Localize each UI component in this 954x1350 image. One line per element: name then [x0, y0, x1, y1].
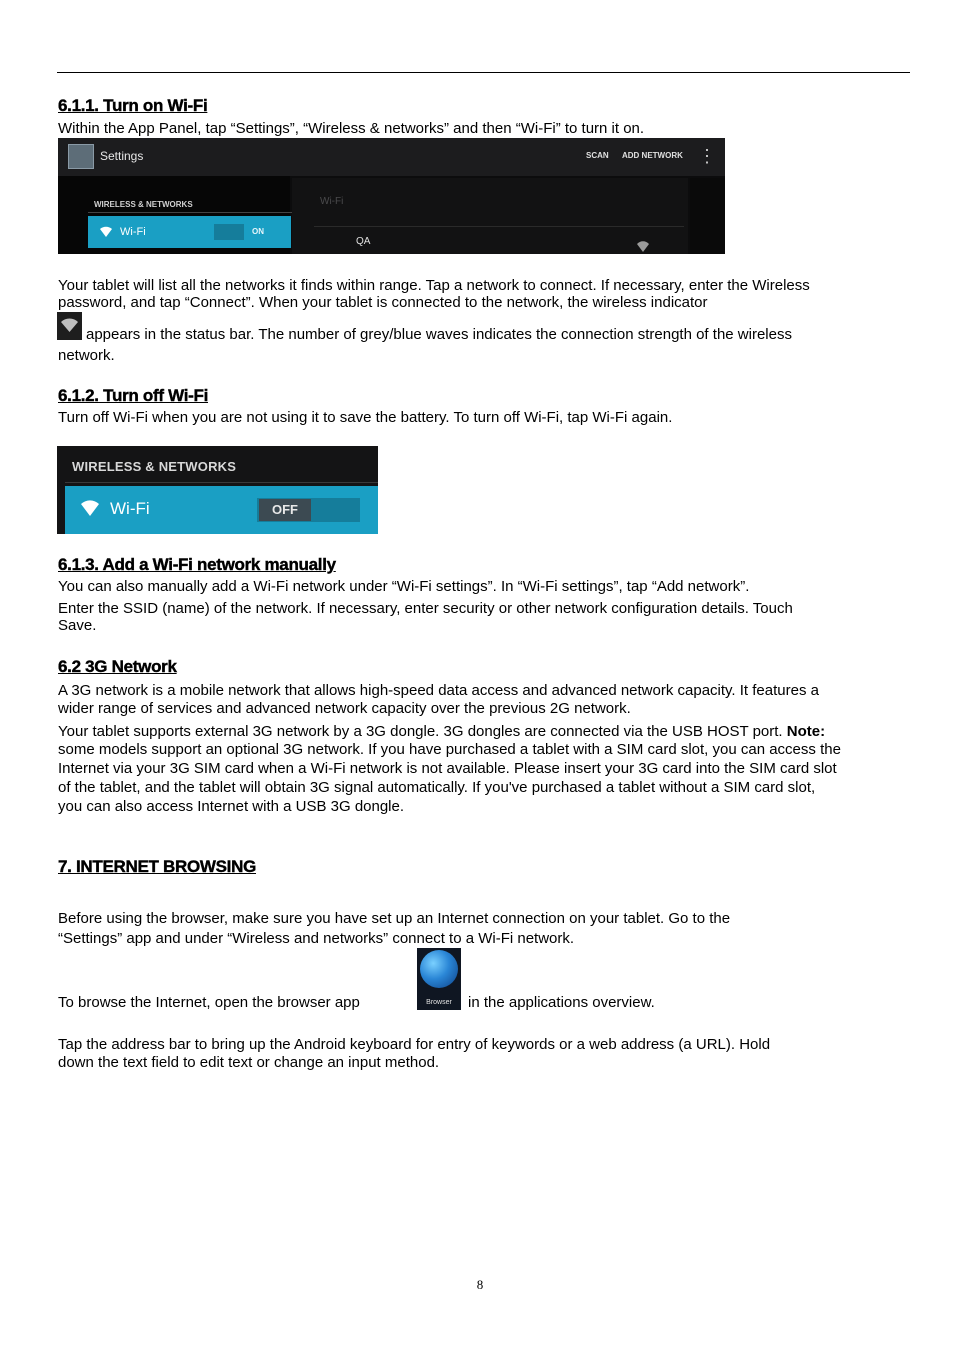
globe-icon	[420, 950, 458, 988]
paragraph: down the text field to edit text or change an input method.	[58, 1054, 440, 1071]
paragraph: Save.	[58, 617, 97, 634]
paragraph: appears in the status bar. The number of grey/blue waves indicates the connection strength of the wireless	[86, 326, 792, 343]
paragraph	[58, 723, 903, 741]
paragraph: You can also manually add a Wi-Fi network under “Wi-Fi settings”. In “Wi-Fi settings”, tap “Add network”.	[58, 578, 750, 595]
paragraph: in the applications overview.	[468, 994, 655, 1011]
signal-icon	[636, 240, 650, 252]
toggle-on-label: ON	[244, 224, 272, 240]
scan-button: SCAN	[586, 151, 609, 160]
settings-right-pane	[292, 178, 688, 254]
paragraph: “Settings” app and under “Wireless and networks” connect to a Wi-Fi network.	[58, 930, 575, 947]
browser-icon-label: Browser	[426, 999, 452, 1006]
wifi-icon	[79, 498, 101, 518]
divider	[65, 482, 378, 483]
settings-screenshot-wifi-on	[58, 138, 725, 254]
section-header: WIRELESS & NETWORKS	[94, 200, 193, 209]
divider	[88, 212, 292, 213]
paragraph: network.	[58, 347, 115, 364]
wifi-indicator-icon	[57, 312, 82, 340]
right-pane-header: Wi-Fi	[320, 196, 344, 207]
pane-edge	[690, 178, 725, 254]
paragraph: Turn off Wi-Fi when you are not using it to save the battery. To turn off Wi-Fi, tap Wi-Fi again.	[58, 409, 673, 426]
heading-3g-network: 6.2 3G Network	[58, 657, 177, 676]
settings-screenshot-wifi-off	[57, 446, 378, 534]
paragraph: Your tablet will list all the networks it finds within range. Tap a network to connect. If necessary, enter the Wireless	[58, 277, 810, 294]
paragraph: Within the App Panel, tap “Settings”, “Wireless & networks” and then “Wi-Fi” to turn it on.	[58, 120, 645, 137]
paragraph: A 3G network is a mobile network that allows high-speed data access and advanced network capacity. It features a	[58, 682, 819, 699]
paragraph: password, and tap “Connect”. When your tablet is connected to the network, the wireless indicator	[58, 294, 708, 311]
paragraph: some models support an optional 3G network. If you have purchased a tablet with a SIM card slot, you can access the	[58, 741, 841, 758]
section-header: WIRELESS & NETWORKS	[72, 459, 237, 474]
action-bar-title: Settings	[100, 149, 144, 163]
overflow-menu-icon: ⋮	[698, 146, 716, 166]
heading-turn-off-wifi: 6.1.2. Turn off Wi-Fi	[58, 386, 209, 405]
page-number: 8	[476, 1277, 484, 1292]
wifi-icon	[98, 224, 114, 238]
note-label: Note:	[786, 723, 826, 740]
paragraph: you can also access Internet with a USB 3G dongle.	[58, 798, 405, 815]
settings-app-icon	[68, 144, 94, 169]
paragraph: To browse the Internet, open the browser app	[58, 994, 360, 1011]
paragraph: of the tablet, and the tablet will obtain 3G signal automatically. If you've purchased a tablet without a SIM card slot,	[58, 779, 816, 796]
divider	[314, 226, 684, 227]
heading-turn-on-wifi: 6.1.1. Turn on Wi-Fi	[58, 96, 208, 115]
wifi-label: Wi-Fi	[120, 226, 146, 238]
paragraph: Internet via your 3G SIM card when a Wi-Fi network is not available. Please insert your 3G card into the SIM card slot	[58, 760, 837, 777]
toggle-off-label: OFF	[259, 499, 311, 521]
heading-internet-browsing: 7. INTERNET BROWSING	[58, 857, 257, 876]
paragraph: Tap the address bar to bring up the Android keyboard for entry of keywords or a web address (a URL). Hold	[58, 1036, 771, 1053]
add-network-button: ADD NETWORK	[622, 151, 683, 160]
header-rule	[57, 72, 910, 73]
heading-add-network: 6.1.3. Add a Wi-Fi network manually	[58, 555, 336, 574]
network-name: QA	[356, 236, 371, 247]
wifi-label: Wi-Fi	[110, 499, 150, 518]
paragraph: Enter the SSID (name) of the network. If necessary, enter security or other network configuration details. Touch	[58, 600, 793, 617]
paragraph: Before using the browser, make sure you have set up an Internet connection on your tablet. Go to the	[58, 910, 731, 927]
text: Your tablet supports external 3G network by a 3G dongle. 3G dongles are connected via the USB HOST port.	[58, 723, 783, 740]
paragraph: wider range of services and advanced network capacity over the previous 2G network.	[58, 700, 631, 717]
